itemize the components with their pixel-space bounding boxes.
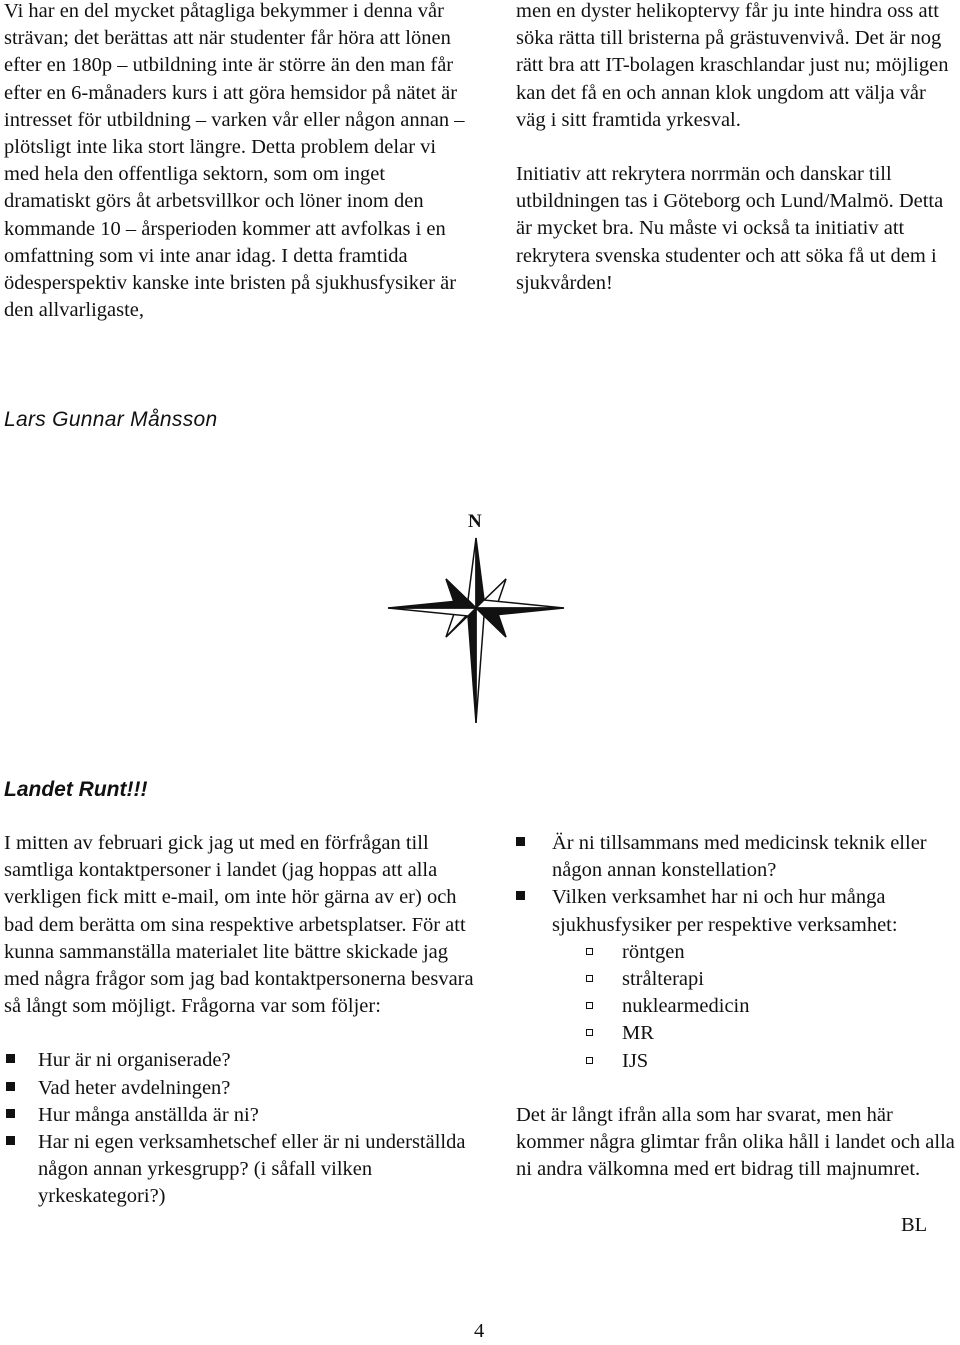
section-column-left <box>4 830 474 1211</box>
article-paragraph-right-2: Initiativ att rekrytera norrmän och danskar till utbildningen tas i Göteborg och Lund/Malmö. Detta är mycket bra. Nu måste vi också ta initiativ att rekrytera svenska studenter och att söka få ut dem i sjukvården! <box>516 163 944 294</box>
compass-north-label: N <box>468 511 482 532</box>
signature: BL <box>901 1214 928 1236</box>
compass-rose-icon <box>386 513 566 727</box>
section-intro: I mitten av februari gick jag ut med en förfrågan till samtliga kontaktpersoner i landet (jag hoppas att alla verkligen fick mitt e-mail, om inte hör gärna av er) och bad dem berätta om sina respektive arbetsplatser. För att kunna sammanställa materialet lite bättre skickade jag med några frågor som jag bad kontaktpersonerna besvara så långt som möjligt. Frågorna var som följer: <box>4 832 474 1018</box>
bullet-square-icon <box>516 837 525 846</box>
question-list-left <box>4 1047 474 1210</box>
section-column-right <box>516 830 956 1183</box>
bullet-square-icon <box>516 891 525 900</box>
article-paragraph-left: Vi har en del mycket påtagliga bekymmer i denna vår strävan; det berättas att när studenter får höra att lönen efter en 180p – utbildning inte är större än den man får efter en 6-månaders kurs i att göra hemsidor på nätet är intresset för utbildning – varken vår eller någon annan – plötsligt inte lika stort längre. Detta problem delar vi med hela den offentliga sektorn, som om inget dramatiskt görs åt arbetsvillkor och löner inom den kommande 10 – årsperioden kommer att avfolkas i en omfattning som vi inte anar idag. I detta framtida ödesperspektiv kanske inte bristen på sjukhusfysiker är den allvarligaste, <box>4 0 465 322</box>
list-item: Har ni egen verksamhetschef eller är ni underställda någon annan yrkesgrupp? (i såfall vilken yrkeskategori?) <box>4 1129 474 1211</box>
hollow-square-bullet-icon <box>586 1057 593 1064</box>
hollow-square-bullet-icon <box>586 1029 593 1036</box>
bullet-square-icon <box>6 1082 15 1091</box>
bullet-square-icon <box>6 1054 15 1063</box>
sub-list-item: nuklearmedicin <box>516 993 956 1020</box>
list-item: Hur är ni organiserade? <box>4 1047 474 1074</box>
bullet-square-icon <box>6 1136 15 1145</box>
bullet-square-icon <box>6 1109 15 1118</box>
sub-list-item: MR <box>516 1020 956 1047</box>
list-item: Vad heter avdelningen? <box>4 1075 474 1102</box>
question-list-right <box>516 830 956 939</box>
list-item: Vilken verksamhet har ni och hur många sjukhusfysiker per respektive verksamhet: <box>516 884 956 938</box>
sub-list-item: IJS <box>516 1048 956 1075</box>
article-author: Lars Gunnar Månsson <box>4 408 218 431</box>
hollow-square-bullet-icon <box>586 948 593 955</box>
sub-list-item: strålterapi <box>516 966 956 993</box>
hollow-square-bullet-icon <box>586 1002 593 1009</box>
page-number: 4 <box>474 1320 485 1342</box>
sub-list-item: röntgen <box>516 939 956 966</box>
article-column-right <box>516 0 956 297</box>
compass-star-graphic <box>386 513 566 727</box>
list-item: Är ni tillsammans med medicinsk teknik eller någon annan konstellation? <box>516 830 956 884</box>
sub-item-list <box>516 939 956 1075</box>
article-paragraph-right-1: men en dyster helikoptervy får ju inte hindra oss att söka rätta till bristerna på grästuvenvivå. Det är nog rätt bra att IT-bolagen kraschlandar just nu; möjligen kan det få en och annan klok ungdom att välja vår väg i sitt framtida yrkesval. <box>516 0 949 131</box>
section-closing: Det är långt ifrån alla som har svarat, men här kommer några glimtar från olika håll i landet och alla ni andra välkomna med ert bidrag till majnumret. <box>516 1103 955 1181</box>
hollow-square-bullet-icon <box>586 975 593 982</box>
list-item: Hur många anställda är ni? <box>4 1102 474 1129</box>
section-title: Landet Runt!!! <box>4 778 148 801</box>
